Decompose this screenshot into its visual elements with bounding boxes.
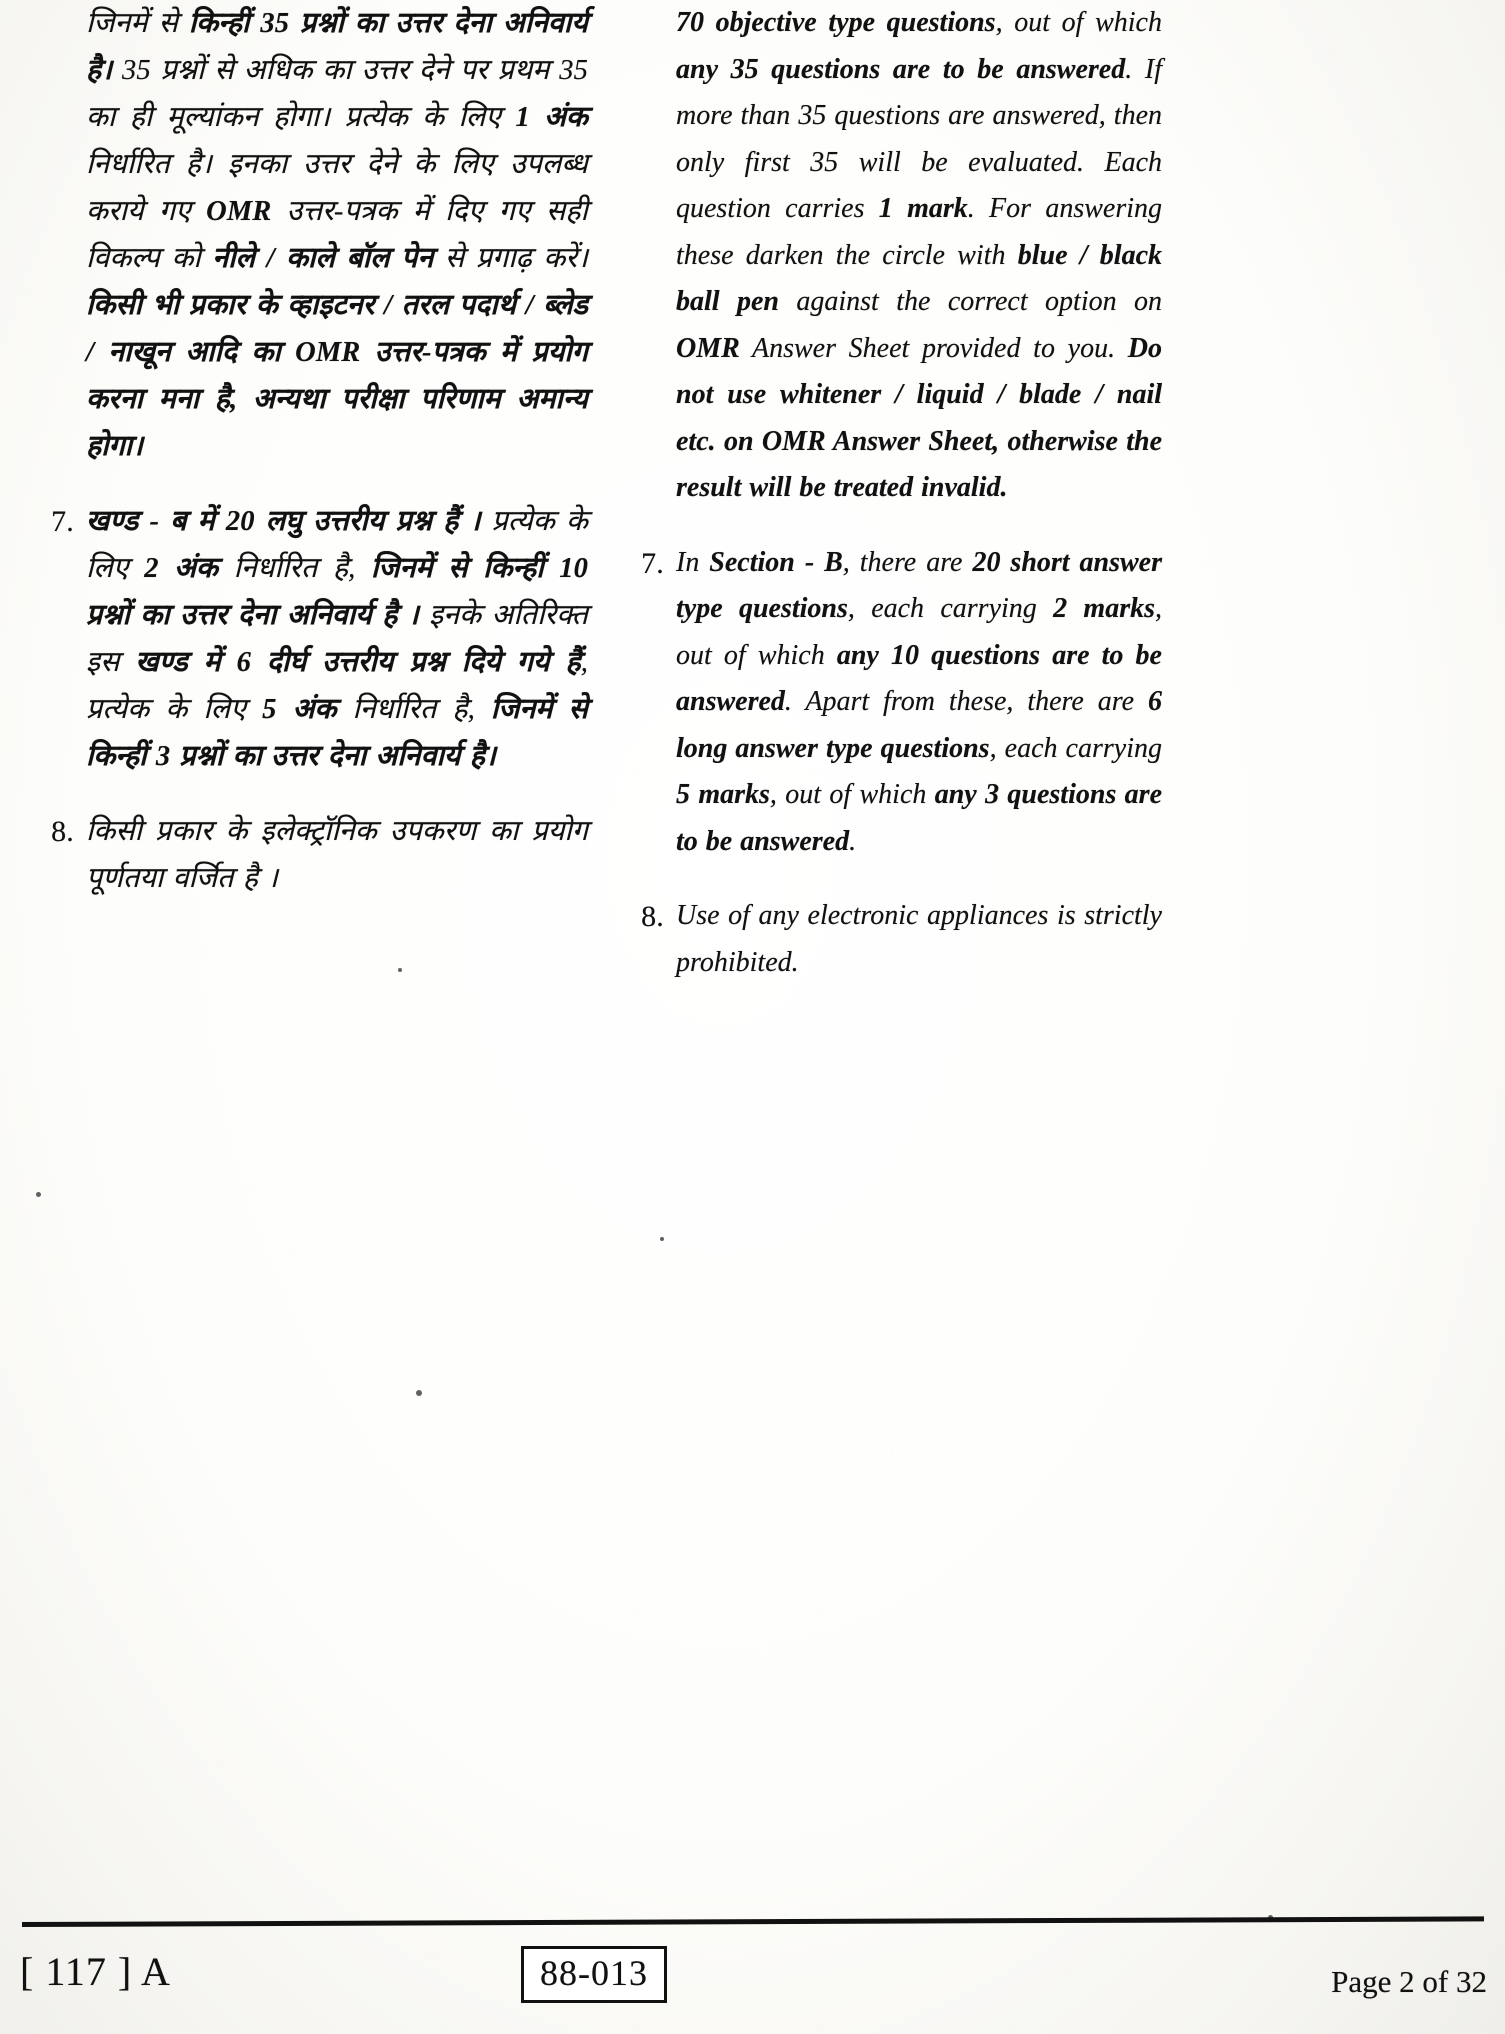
instruction-item-6-hindi <box>28 0 588 470</box>
scan-speck <box>36 1192 41 1197</box>
instruction-item-7-english <box>622 540 1162 866</box>
item-7-hindi-text: खण्ड - ब में 20 लघु उत्तरीय प्रश्न हैं । प्रत्येक के लिए 2 अंक निर्धारित है, जिनमें से किन्हीं 10 प्रश्नों का उत्तर देना अनिवार्य है । इनके अतिरिक्त इस खण्ड में 6 दीर्घ उत्तरीय प्रश्न दिये गये हैं, प्रत्येक के लिए 5 अंक निर्धारित है, जिनमें से किन्हीं 3 प्रश्नों का उत्तर देना अनिवार्य है। <box>86 506 589 772</box>
scan-speck <box>398 968 402 972</box>
english-column <box>622 0 1162 992</box>
hindi-column <box>28 0 588 908</box>
item-number-hindi: 8. <box>51 815 74 848</box>
instruction-item-8-english <box>622 893 1162 986</box>
footer-divider <box>22 1916 1484 1927</box>
item-8-hindi-text: किसी प्रकार के इलेक्ट्रॉनिक उपकरण का प्रयोग पूर्णतया वर्जित है । <box>86 816 588 894</box>
instruction-item-8-hindi <box>28 808 588 902</box>
page-footer <box>0 1914 1505 2034</box>
item-6-hindi-text: जिनमें से किन्हीं 35 प्रश्नों का उत्तर देना अनिवार्य है। 35 प्रश्नों से अधिक का उत्तर देने पर प्रथम 35 का ही मूल्यांकन होगा। प्रत्येक के लिए 1 अंक निर्धारित है। इनका उत्तर देने के लिए उपलब्ध कराये गए OMR उत्तर-पत्रक में दिए गए सही विकल्प को नीले / काले बॉल पेन से प्रगाढ़ करें। किसी भी प्रकार के व्हाइटनर / तरल पदार्थ / ब्लेड / नाखून आदि का OMR उत्तर-पत्रक में प्रयोग करना मना है, अन्यथा परीक्षा परिणाम अमान्य होगा। <box>86 8 588 462</box>
footer-paper-code: 88-013 <box>521 1946 667 2003</box>
instruction-item-7-hindi <box>28 498 588 780</box>
item-number-english: 7. <box>641 546 664 580</box>
item-6-english-text: 70 objective type questions, out of which any 35 questions are to be answered. If more than 35 questions are answered, then only first 35 will be evaluated. Each question carries 1 mark. For answering these darken the circle with blue / black ball pen against the correct option on OMR Answer Sheet provided to you. Do not use whitener / liquid / blade / nail etc. on OMR Answer Sheet, otherwise the result will be treated invalid. <box>676 7 1163 503</box>
scan-speck <box>660 1237 664 1241</box>
scan-speck <box>416 1390 422 1396</box>
footer-set-code: [ 117 ] A <box>20 1949 171 1994</box>
item-number-hindi: 7. <box>51 505 74 538</box>
item-8-english-text: Use of any electronic appliances is strictly prohibited. <box>676 900 1162 978</box>
instruction-item-6-english <box>622 0 1162 512</box>
item-7-english-text: In Section - B, there are 20 short answer type questions, each carrying 2 marks, out of which any 10 questions are to be answered. Apart from these, there are 6 long answer type questions, each carrying 5 marks, out of which any 3 questions are to be answered. <box>676 546 1163 857</box>
footer-page-number: Page 2 of 32 <box>1331 1964 1487 1999</box>
item-number-english: 8. <box>641 900 664 933</box>
